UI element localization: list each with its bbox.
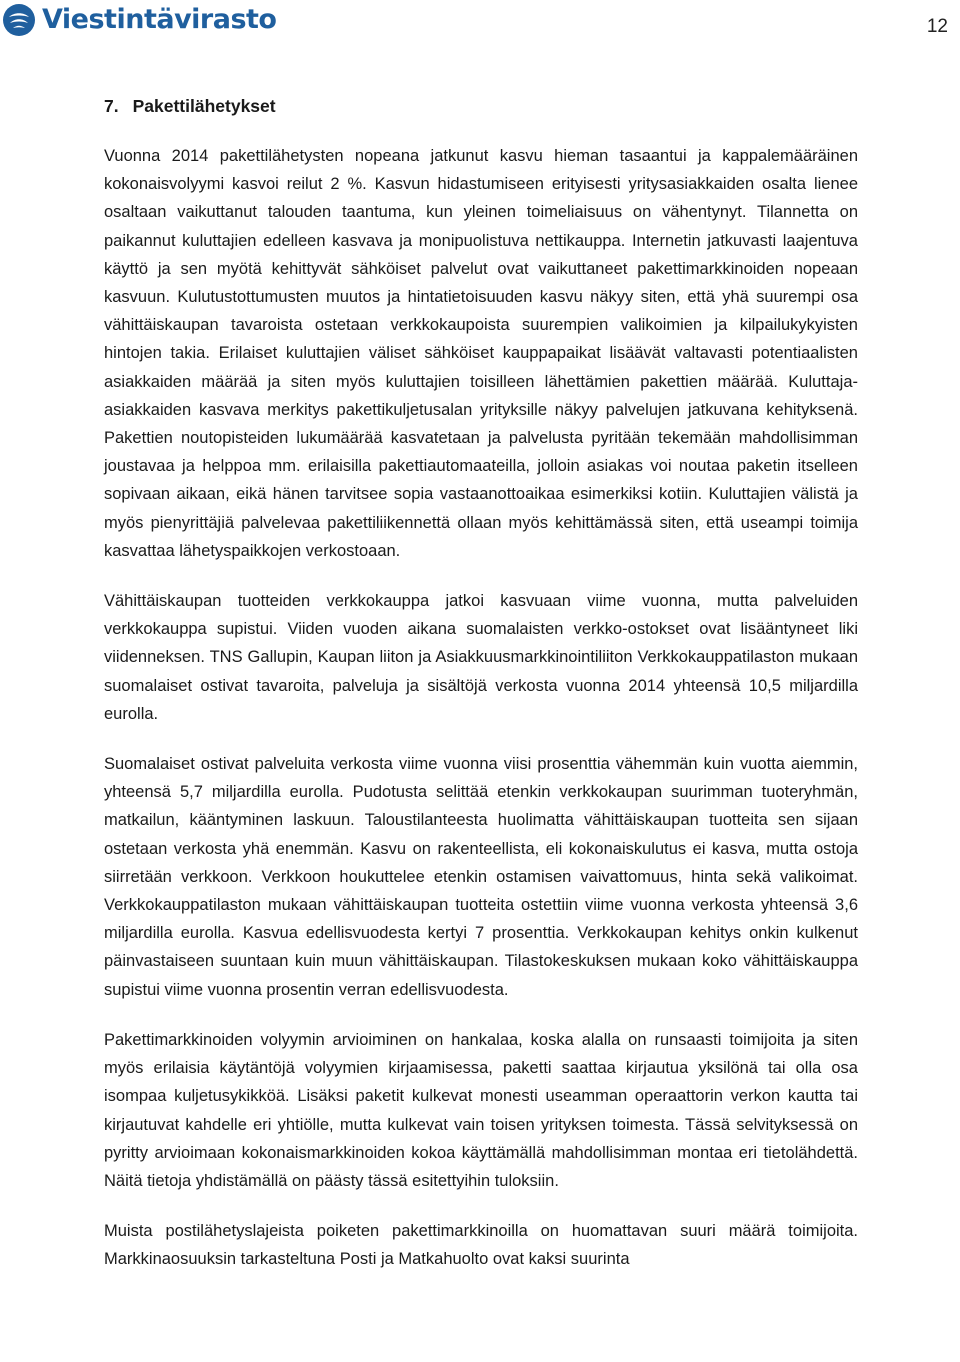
paragraph: Vuonna 2014 pakettilähetysten nopeana jatkunut kasvu hieman tasaantui ja kappalemääräinen kokonaisvolyymi kasvoi reilut 2 %. Kasvun hidastumiseen erityisesti yritysasiakkaiden osalta lienee osaltaan vaikuttanut talouden taantuma, kun yleinen toimeliaisuus on vähentynyt. Tilannetta on paikannut kuluttajien edelleen kasvava ja monipuolistuva nettikauppa. Internetin jatkuvasti laajentuva käyttö ja sen myötä kehittyvät sähköiset palvelut ovat vaikuttaneet pakettimarkkinoiden nopeaan kasvuun. Kulutustottumusten muutos ja hintatietoisuuden kasvu näkyy siten, että yhä suurempi osa vähittäiskaupan tavaroista ostetaan verkkokaupoista suurempien valikoimien ja kilpailukykyisten hintojen takia. Erilaiset kuluttajien väliset sähköiset kauppapaikat lisäävät valtavasti potentiaalisten asiakkaiden määrää ja siten myös kuluttajien toisilleen lähettämien pakettien määrää. Kuluttaja-asiakkaiden kasvava merkitys pakettikuljetusalan yrityksille näkyy palvelujen jatkuvana kehityksenä. Pakettien noutopisteiden lukumäärää kasvatetaan ja palvelusta pyritään tekemään mahdollisimman joustavaa ja helppoa mm. erilaisilla pakettiautomaateilla, jolloin asiakas voi noutaa paketin itselleen sopivaan aikaan, eikä hänen tarvitsee sopia vastaanottoaikaa esimerkiksi kotiin. Kuluttajien välistä ja myös pienyrittäjiä palvelevaa pakettiliikennettä ollaan myös kehittämässä siten, että useampi toimija kasvattaa lähetyspaikkojen verkostoaan. <box>104 147 858 560</box>
paragraph: Muista postilähetyslajeista poiketen pakettimarkkinoilla on huomattavan suuri määrä toimijoita. Markkinaosuuksin tarkasteltuna Posti ja Matkahuolto ovat kaksi suurinta <box>104 1222 858 1269</box>
section-heading <box>104 92 858 120</box>
section-title: Pakettilähetykset <box>132 96 276 116</box>
page-number: 12 <box>926 16 948 37</box>
paragraph: Pakettimarkkinoiden volyymin arvioiminen on hankalaa, koska alalla on runsaasti toimijoita ja siten myös erilaisia käytäntöjä volyymien kirjaamisessa, paketti saattaa kirjautua yksilönä tai olla osa isompaa kuljetusykikköä. Lisäksi paketit kulkevat monesti useamman operaattorin verkon kautta tai kirjautuvat kahdelle eri yhtiölle, mutta kulkevat vain toisen yrityksen toimesta. Tässä selvityksessä on pyritty arvioimaan kokonaismarkkinoiden kokoa käyttämällä mahdollisimman montaa eri tietolähdettä. Näitä tietoja yhdistämällä on päästy tässä esitettyihin tuloksiin. <box>104 1030 858 1190</box>
shield-logo-icon <box>2 3 36 37</box>
paragraph: Vähittäiskaupan tuotteiden verkkokauppa jatkoi kasvuaan viime vuonna, mutta palveluiden verkkokauppa supistui. Viiden vuoden aikana suomalaisten verkko-ostokset ovat lisääntyneet liki viidenneksen. TNS Gallupin, Kaupan liiton ja Asiakkuusmarkkinointiliiton Verkkokauppatilaston mukaan suomalaiset ostivat tavaroita, palveluja ja sisältöjä verkosta vuonna 2014 yhteensä 10,5 miljardilla eurolla. <box>104 592 858 723</box>
section-number: 7. <box>104 96 119 116</box>
logo-text: Viestintävirasto <box>42 4 277 35</box>
paragraph: Suomalaiset ostivat palveluita verkosta viime vuonna viisi prosenttia vähemmän kuin vuotta aiemmin, yhteensä 5,7 miljardilla eurolla. Pudotusta selittää etenkin verkkokaupan suurimman tuoteryhmän, matkailun, kääntyminen laskuun. Taloustilanteesta huolimatta vähittäiskaupan tuotteita sen sijaan ostetaan verkosta yhä enemmän. Kasvu on rakenteellista, eli kokonaiskulutus ei kasva, mutta ostoja siirretään verkkoon. Verkkoon houkuttelee etenkin ostamisen vaivattomuus, hinta sekä valikoimat. Verkkokauppatilaston mukaan vähittäiskaupan tuotteita ostettiin viime vuonna verkosta yhteensä 3,6 miljardilla eurolla. Kasvua edellisvuodesta kertyi 7 prosenttia. Verkkokaupan kehitys onkin kulkenut päinvastaiseen suuntaan kuin muun vähittäiskaupan. Tilastokeskuksen mukaan koko vähittäiskauppa supistui viime vuonna prosentin verran edellisvuodesta. <box>104 755 858 999</box>
document-body <box>104 92 858 1296</box>
agency-logo <box>2 3 277 37</box>
page-header <box>0 0 960 60</box>
